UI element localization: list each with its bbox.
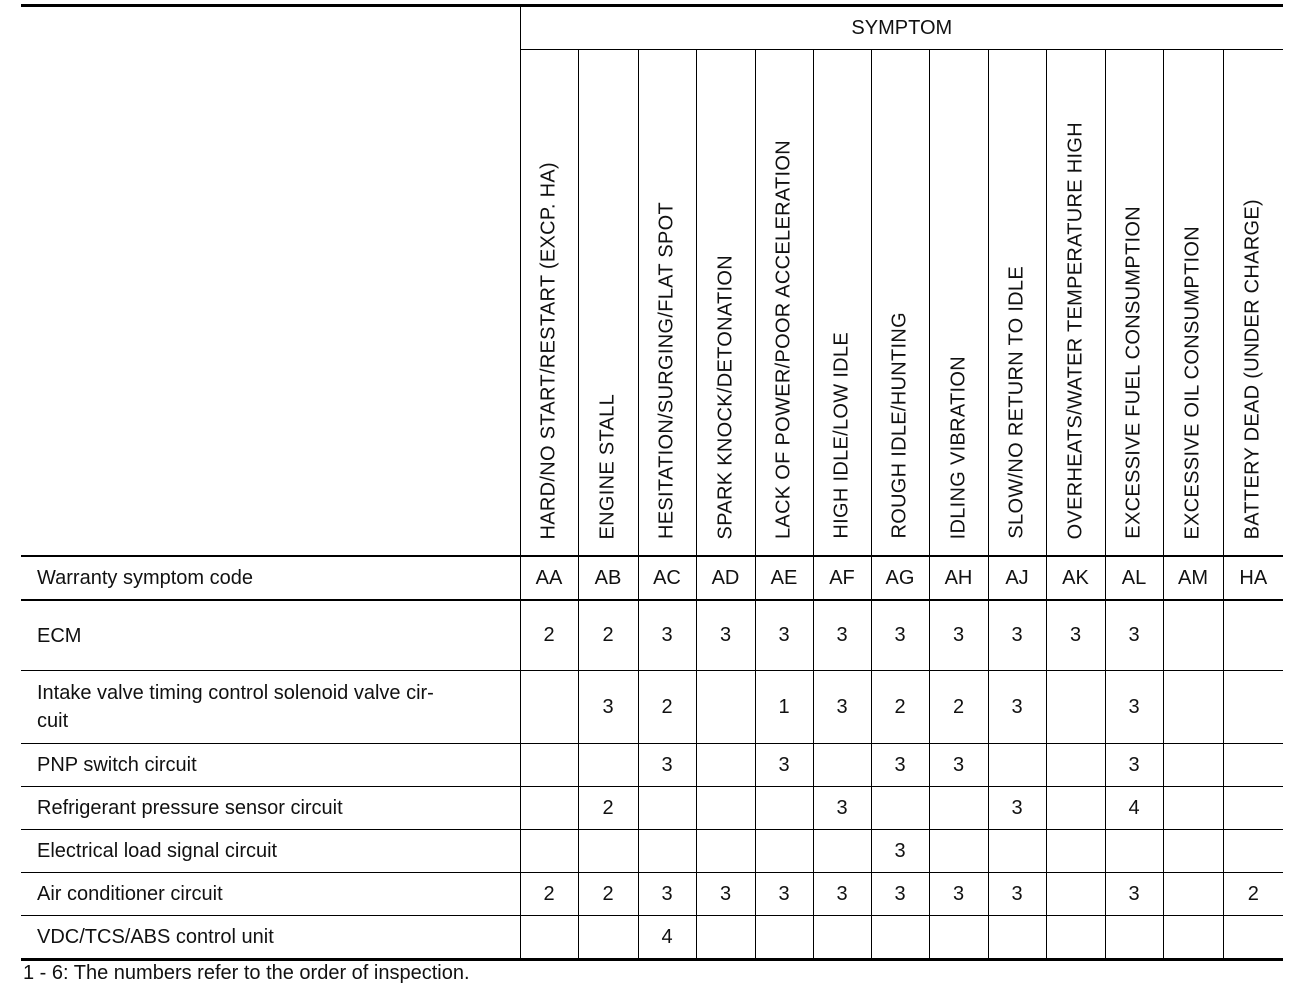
inspection-order-cell: 3 xyxy=(929,600,988,671)
symptom-column-label: ROUGH IDLE/HUNTING xyxy=(888,312,911,539)
symptom-column-header xyxy=(1163,50,1223,557)
inspection-order-cell xyxy=(1163,744,1223,787)
symptom-title-row xyxy=(21,6,1283,50)
inspection-order-cell: 4 xyxy=(1105,787,1163,830)
inspection-order-cell: 2 xyxy=(578,600,638,671)
symptom-code-cell: AC xyxy=(638,556,696,600)
symptom-code-cell: AD xyxy=(696,556,755,600)
symptom-column-label: EXCESSIVE OIL CONSUMPTION xyxy=(1181,225,1204,539)
inspection-order-cell xyxy=(1223,787,1283,830)
row-label: Refrigerant pressure sensor circuit xyxy=(21,787,520,830)
inspection-order-cell xyxy=(929,916,988,960)
inspection-order-cell: 3 xyxy=(871,830,929,873)
inspection-order-cell xyxy=(1046,873,1105,916)
inspection-order-cell: 3 xyxy=(1105,671,1163,744)
inspection-order-cell xyxy=(696,916,755,960)
row-label: PNP switch circuit xyxy=(21,744,520,787)
table-row xyxy=(21,671,1283,744)
inspection-order-cell xyxy=(520,916,578,960)
inspection-order-cell: 2 xyxy=(520,600,578,671)
symptom-column-label: IDLING VIBRATION xyxy=(947,355,969,539)
inspection-order-cell: 3 xyxy=(696,873,755,916)
diagnosis-table-container xyxy=(21,4,1282,961)
inspection-order-cell xyxy=(813,916,871,960)
symptom-column-header xyxy=(755,50,813,557)
inspection-order-cell xyxy=(1223,600,1283,671)
inspection-order-cell xyxy=(1163,873,1223,916)
inspection-order-cell: 3 xyxy=(755,873,813,916)
symptom-code-cell: AL xyxy=(1105,556,1163,600)
inspection-order-cell xyxy=(1163,830,1223,873)
inspection-order-cell xyxy=(813,744,871,787)
inspection-order-cell: 3 xyxy=(929,873,988,916)
inspection-order-cell: 3 xyxy=(638,600,696,671)
inspection-order-cell xyxy=(1163,600,1223,671)
symptom-column-header xyxy=(696,50,755,557)
inspection-order-cell xyxy=(871,787,929,830)
inspection-order-cell xyxy=(520,671,578,744)
inspection-order-cell xyxy=(755,787,813,830)
inspection-order-cell xyxy=(1046,787,1105,830)
inspection-order-cell xyxy=(1046,744,1105,787)
inspection-order-cell: 2 xyxy=(578,873,638,916)
row-label: Air conditioner circuit xyxy=(21,873,520,916)
inspection-order-cell: 3 xyxy=(813,873,871,916)
inspection-order-cell: 3 xyxy=(755,744,813,787)
symptom-code-cell: AM xyxy=(1163,556,1223,600)
symptom-column-label: EXCESSIVE FUEL CONSUMPTION xyxy=(1122,206,1145,539)
inspection-order-cell: 3 xyxy=(1105,873,1163,916)
symptom-column-label: HESITATION/SURGING/FLAT SPOT xyxy=(655,202,678,539)
symptom-column-header xyxy=(1223,50,1283,557)
symptom-column-label: HIGH IDLE/LOW IDLE xyxy=(830,332,853,539)
symptom-code-cell: AF xyxy=(813,556,871,600)
inspection-order-cell: 3 xyxy=(871,600,929,671)
inspection-order-cell xyxy=(1046,830,1105,873)
symptom-code-cell: AH xyxy=(929,556,988,600)
inspection-order-cell: 3 xyxy=(871,744,929,787)
symptom-column-header xyxy=(813,50,871,557)
inspection-order-cell xyxy=(1163,787,1223,830)
inspection-order-cell: 3 xyxy=(988,787,1046,830)
symptom-code-cell: AJ xyxy=(988,556,1046,600)
inspection-order-cell: 3 xyxy=(988,873,1046,916)
symptom-column-label: SPARK KNOCK/DETONATION xyxy=(714,254,736,539)
inspection-order-cell: 4 xyxy=(638,916,696,960)
inspection-order-cell: 3 xyxy=(578,671,638,744)
inspection-order-cell xyxy=(755,916,813,960)
inspection-order-cell: 3 xyxy=(813,600,871,671)
inspection-order-cell xyxy=(578,744,638,787)
table-row xyxy=(21,744,1283,787)
inspection-order-cell: 2 xyxy=(1223,873,1283,916)
inspection-order-cell xyxy=(755,830,813,873)
inspection-order-cell: 3 xyxy=(1105,744,1163,787)
row-label: Intake valve timing control solenoid valve cir- cuit xyxy=(21,671,520,744)
footnote: 1 - 6: The numbers refer to the order of inspection. xyxy=(23,962,470,984)
inspection-order-cell: 2 xyxy=(929,671,988,744)
inspection-order-cell xyxy=(1163,916,1223,960)
inspection-order-cell xyxy=(988,830,1046,873)
inspection-order-cell: 3 xyxy=(988,671,1046,744)
inspection-order-cell xyxy=(696,744,755,787)
inspection-order-cell xyxy=(520,787,578,830)
inspection-order-cell xyxy=(1223,744,1283,787)
row-label: Warranty symptom code xyxy=(21,556,520,600)
inspection-order-cell xyxy=(1105,916,1163,960)
inspection-order-cell: 3 xyxy=(813,787,871,830)
inspection-order-cell: 3 xyxy=(871,873,929,916)
inspection-order-cell: 3 xyxy=(755,600,813,671)
inspection-order-cell xyxy=(696,830,755,873)
inspection-order-cell xyxy=(1223,916,1283,960)
inspection-order-cell: 3 xyxy=(1105,600,1163,671)
inspection-order-cell xyxy=(638,830,696,873)
inspection-order-cell: 3 xyxy=(988,600,1046,671)
inspection-order-cell xyxy=(520,830,578,873)
inspection-order-cell: 3 xyxy=(1046,600,1105,671)
inspection-order-cell xyxy=(1223,830,1283,873)
table-row xyxy=(21,830,1283,873)
inspection-order-cell: 3 xyxy=(696,600,755,671)
symptom-column-label: BATTERY DEAD (UNDER CHARGE) xyxy=(1241,198,1264,539)
symptom-column-header xyxy=(638,50,696,557)
inspection-order-cell: 2 xyxy=(638,671,696,744)
inspection-order-cell xyxy=(988,916,1046,960)
symptom-column-header xyxy=(988,50,1046,557)
row-label: ECM xyxy=(21,600,520,671)
symptom-column-header xyxy=(520,50,578,557)
inspection-order-cell: 2 xyxy=(578,787,638,830)
inspection-order-cell xyxy=(1163,671,1223,744)
symptom-matrix-table xyxy=(21,4,1283,961)
inspection-order-cell xyxy=(871,916,929,960)
symptom-code-cell: HA xyxy=(1223,556,1283,600)
inspection-order-cell xyxy=(929,830,988,873)
inspection-order-cell xyxy=(1046,916,1105,960)
warranty-code-row xyxy=(21,556,1283,600)
symptom-column-header xyxy=(871,50,929,557)
inspection-order-cell: 2 xyxy=(520,873,578,916)
table-row xyxy=(21,916,1283,960)
symptom-column-label: LACK OF POWER/POOR ACCELERATION xyxy=(772,140,795,539)
inspection-order-cell xyxy=(988,744,1046,787)
symptom-code-cell: AG xyxy=(871,556,929,600)
symptom-column-label: OVERHEATS/WATER TEMPERATURE HIGH xyxy=(1064,121,1086,539)
symptom-column-header xyxy=(578,50,638,557)
symptom-column-header xyxy=(1046,50,1105,557)
inspection-order-cell xyxy=(696,671,755,744)
header-blank-cell xyxy=(21,6,520,557)
row-label: Electrical load signal circuit xyxy=(21,830,520,873)
inspection-order-cell xyxy=(520,744,578,787)
row-label: VDC/TCS/ABS control unit xyxy=(21,916,520,960)
table-row xyxy=(21,600,1283,671)
symptom-column-label: HARD/NO START/RESTART (EXCP. HA) xyxy=(537,161,560,539)
symptom-code-cell: AA xyxy=(520,556,578,600)
inspection-order-cell xyxy=(1105,830,1163,873)
symptom-column-label: ENGINE STALL xyxy=(596,393,619,539)
inspection-order-cell xyxy=(1046,671,1105,744)
inspection-order-cell xyxy=(929,787,988,830)
inspection-order-cell: 3 xyxy=(813,671,871,744)
inspection-order-cell: 3 xyxy=(638,873,696,916)
table-row xyxy=(21,873,1283,916)
inspection-order-cell: 3 xyxy=(929,744,988,787)
symptom-column-label: SLOW/NO RETURN TO IDLE xyxy=(1005,266,1028,539)
inspection-order-cell xyxy=(638,787,696,830)
symptom-column-header xyxy=(929,50,988,557)
inspection-order-cell: 2 xyxy=(871,671,929,744)
symptom-column-header xyxy=(1105,50,1163,557)
symptom-code-cell: AE xyxy=(755,556,813,600)
inspection-order-cell: 1 xyxy=(755,671,813,744)
table-row xyxy=(21,787,1283,830)
inspection-order-cell: 3 xyxy=(638,744,696,787)
symptom-code-cell: AK xyxy=(1046,556,1105,600)
inspection-order-cell xyxy=(578,830,638,873)
inspection-order-cell xyxy=(1223,671,1283,744)
inspection-order-cell xyxy=(696,787,755,830)
symptom-code-cell: AB xyxy=(578,556,638,600)
inspection-order-cell xyxy=(578,916,638,960)
inspection-order-cell xyxy=(813,830,871,873)
symptom-title: SYMPTOM xyxy=(520,6,1283,50)
